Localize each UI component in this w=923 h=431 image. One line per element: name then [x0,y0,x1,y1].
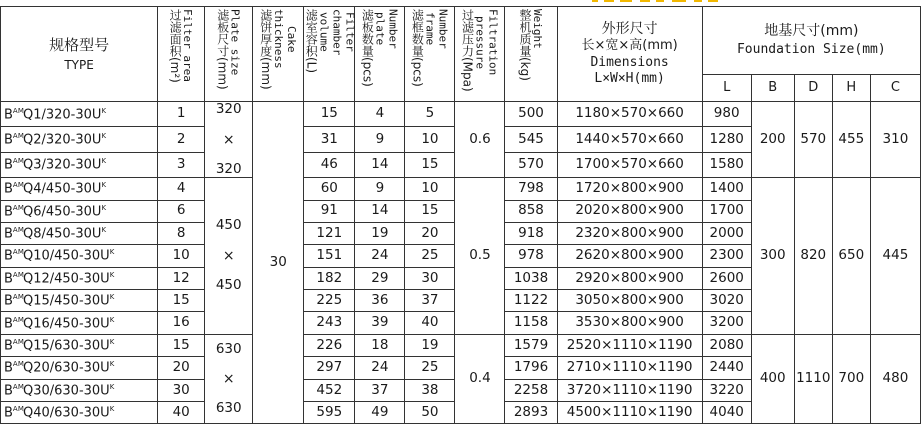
cell-chamber-volume: 297 [304,357,355,379]
header-weight-cn: 整机质量(kg) [518,9,532,81]
top-strip-dash [708,0,718,2]
model-suffix: K [101,157,106,166]
header-model-cn: 规格型号 [49,35,110,54]
cell-dimensions: 2710×1110×1190 [557,357,702,379]
cell-weight: 2893 [505,402,557,424]
cell-foundation-L: 980 [702,102,751,127]
header-filtration-pressure-en: Filtration pressure [473,9,500,76]
cell-weight: 1158 [505,312,557,334]
model-suffix: K [101,131,106,140]
cell-dimensions: 1700×570×660 [557,152,702,177]
header-weight-en: Weight [531,9,544,49]
cell-model [1,222,158,244]
plate-size-times: × [222,371,235,388]
cell-filtration-pressure: 0.6 [455,102,505,178]
cell-weight: 500 [505,102,557,127]
cell-foundation-L: 1280 [702,127,751,152]
cell-foundation-C: 480 [870,334,920,424]
cell-frame-count: 30 [405,267,455,289]
cell-plate-count: 24 [355,357,405,379]
cell-filter-area: 3 [158,152,205,177]
model-suffix: K [109,405,114,414]
cell-model [1,152,158,177]
plate-size-b: 450 [215,277,242,294]
header-dimensions [557,7,702,102]
cell-model [1,200,158,222]
cell-frame-count: 20 [405,222,455,244]
cell-frame-count: 25 [405,245,455,267]
cell-foundation-B: 200 [751,102,794,178]
cell-weight: 1038 [505,267,557,289]
model-prefix: B [4,383,13,398]
cell-weight: 918 [505,222,557,244]
cell-weight: 545 [505,127,557,152]
plate-size-b: 630 [215,400,242,417]
cell-chamber-volume: 151 [304,245,355,267]
model-suffix: K [109,293,114,302]
top-strip-dash [592,0,598,2]
header-frame-count [405,7,455,102]
cell-chamber-volume: 595 [304,402,355,424]
header-weight [505,7,557,102]
plate-size-times: × [222,247,235,264]
cell-model [1,267,158,289]
cell-plate-size [205,334,253,424]
cell-foundation-L: 3220 [702,379,751,401]
model-body: Q3/320-30U [22,157,102,173]
cell-cake-thickness: 30 [253,102,304,424]
cell-plate-size [205,178,253,335]
model-sup: A M [12,225,23,234]
plate-size-times: × [222,131,235,148]
header-chamber-volume-cn: 滤室容积(L) [304,9,319,74]
cell-weight: 1796 [505,357,557,379]
header-cake-thickness-cn: 滤饼厚度(mm) [258,9,273,90]
cell-foundation-H: 650 [832,178,870,335]
model-suffix: K [109,248,114,257]
cell-model [1,357,158,379]
cell-foundation-D: 570 [794,102,832,178]
model-prefix: B [4,203,13,219]
cell-dimensions: 2020×800×900 [557,200,702,222]
model-suffix: K [101,106,106,115]
model-suffix: K [109,337,114,346]
model-sup: A M [12,293,23,302]
cell-chamber-volume: 225 [304,290,355,312]
cell-model [1,402,158,424]
cell-foundation-D: 820 [794,178,832,335]
model-body: Q2/320-30U [22,132,102,148]
cell-filter-area: 6 [158,200,205,222]
cell-chamber-volume: 243 [304,312,355,334]
header-plate-size [205,7,253,102]
model-body: Q10/450-30U [22,248,110,264]
header-foundation-en: Foundation Size(mm) [736,42,886,58]
header-foundation-D: D [794,74,832,101]
model-body: Q12/450-30U [22,271,110,287]
cell-model [1,245,158,267]
model-prefix: B [4,248,13,264]
header-frame-count-en: Number frame [423,9,450,49]
cell-foundation-L: 1400 [702,178,751,200]
model-prefix: B [4,293,13,309]
model-prefix: B [4,181,13,197]
model-sup: A M [12,181,23,190]
cell-chamber-volume: 182 [304,267,355,289]
cell-weight: 1122 [505,290,557,312]
header-model-en: TYPE [64,58,94,73]
header-foundation [702,7,920,75]
cell-filter-area: 40 [158,402,205,424]
header-filtration-pressure-cn: 过滤压力(Mpa) [460,9,475,92]
cell-model [1,178,158,200]
header-filtration-pressure [455,7,505,102]
cell-frame-count: 10 [405,178,455,200]
cell-chamber-volume: 121 [304,222,355,244]
cell-dimensions: 2520×1110×1190 [557,334,702,356]
model-suffix: K [109,382,114,391]
cell-foundation-L: 3200 [702,312,751,334]
model-body: Q20/630-30U [22,360,110,376]
cell-frame-count: 19 [405,334,455,356]
cell-filtration-pressure: 0.4 [455,334,505,424]
spec-table-body [1,102,921,424]
model-body: Q15/630-30U [22,338,110,354]
cell-weight: 798 [505,178,557,200]
header-foundation-L: L [702,74,751,101]
cell-weight: 978 [505,245,557,267]
model-prefix: B [4,157,13,173]
model-body: Q30/630-30U [22,383,110,398]
cell-dimensions: 3050×800×900 [557,290,702,312]
model-body: Q1/320-30U [22,106,102,122]
cell-plate-count: 19 [355,222,405,244]
cell-foundation-L: 3020 [702,290,751,312]
cell-weight: 858 [505,200,557,222]
cell-foundation-H: 700 [832,334,870,424]
cell-plate-count: 49 [355,402,405,424]
table-row [1,178,921,200]
cell-frame-count: 40 [405,312,455,334]
header-dimensions-en1: Dimensions [590,54,669,70]
header-model [1,7,158,102]
cell-plate-count: 37 [355,379,405,401]
cell-dimensions: 3530×800×900 [557,312,702,334]
cell-filter-area: 10 [158,245,205,267]
cell-chamber-volume: 60 [304,178,355,200]
cell-dimensions: 4500×1110×1190 [557,402,702,424]
top-strip-dash [604,0,614,2]
top-strip-dash [620,0,632,2]
model-sup: A M [12,106,23,115]
cell-chamber-volume: 46 [304,152,355,177]
header-foundation-cn: 地基尺寸(mm) [764,22,859,39]
model-prefix: B [4,405,13,421]
cell-foundation-C: 310 [870,102,920,178]
cell-weight: 570 [505,152,557,177]
cell-foundation-L: 4040 [702,402,751,424]
cell-frame-count: 10 [405,127,455,152]
model-body: Q15/450-30U [22,293,110,309]
header-plate-size-en: Plate size [228,9,242,76]
header-foundation-H: H [832,74,870,101]
cell-foundation-B: 400 [751,334,794,424]
header-chamber-volume [304,7,355,102]
cell-model [1,127,158,152]
cell-plate-size [205,102,253,178]
cell-chamber-volume: 91 [304,200,355,222]
cell-foundation-L: 2600 [702,267,751,289]
cell-plate-count: 9 [355,127,405,152]
model-sup: A M [12,382,23,391]
cell-frame-count: 15 [405,152,455,177]
header-dimensions-cn1: 外形尺寸 [601,20,658,37]
top-strip-dash [694,0,702,2]
header-plate-count-cn: 滤板数量(pcs) [360,9,375,87]
model-sup: A M [12,131,23,140]
cell-foundation-L: 2000 [702,222,751,244]
cell-plate-count: 36 [355,290,405,312]
cell-model [1,102,158,127]
header-chamber-volume-en: Filter chamber volume [317,9,357,56]
cell-frame-count: 38 [405,379,455,401]
model-body: Q6/450-30U [22,203,102,219]
cell-dimensions: 2920×800×900 [557,267,702,289]
cell-frame-count: 50 [405,402,455,424]
header-dimensions-cn2: 长×宽×高(mm) [581,38,678,54]
cell-dimensions: 2620×800×900 [557,245,702,267]
plate-size-a: 450 [215,217,242,234]
table-row [1,102,921,127]
model-body: Q40/630-30U [22,405,110,421]
cell-model [1,334,158,356]
cell-model [1,290,158,312]
model-prefix: B [4,106,13,122]
model-suffix: K [109,315,114,324]
model-suffix: K [109,360,114,369]
cell-filter-area: 12 [158,267,205,289]
cell-chamber-volume: 226 [304,334,355,356]
cell-plate-count: 14 [355,200,405,222]
plate-size-a: 630 [215,340,242,357]
cell-filter-area: 1 [158,102,205,127]
cell-dimensions: 1440×570×660 [557,127,702,152]
cell-model [1,379,158,401]
model-body: Q8/450-30U [22,226,102,242]
filter-press-spec-table [0,6,921,424]
cell-dimensions: 3720×1110×1190 [557,379,702,401]
header-plate-count-en: Number plate [373,9,400,49]
header-dimensions-en2: L×W×H(mm) [594,70,665,86]
header-filter-area [158,7,205,102]
model-prefix: B [4,271,13,287]
cell-chamber-volume: 15 [304,102,355,127]
cell-weight: 2258 [505,379,557,401]
cell-foundation-L: 1700 [702,200,751,222]
model-sup: A M [12,203,23,212]
cell-frame-count: 5 [405,102,455,127]
cell-filter-area: 4 [158,178,205,200]
cell-frame-count: 25 [405,357,455,379]
header-cake-thickness [253,7,304,102]
cell-foundation-L: 2080 [702,334,751,356]
plate-size-b: 320 [215,160,242,177]
model-suffix: K [109,270,114,279]
cell-plate-count: 18 [355,334,405,356]
cell-dimensions: 2320×800×900 [557,222,702,244]
model-sup: A M [12,360,23,369]
cell-model [1,312,158,334]
cell-weight: 1579 [505,334,557,356]
header-plate-count [355,7,405,102]
cell-filter-area: 20 [158,357,205,379]
header-plate-size-cn: 滤板尺寸(mm) [215,9,230,90]
cell-plate-count: 24 [355,245,405,267]
model-sup: A M [12,405,23,414]
top-strip-dash [640,0,650,2]
model-prefix: B [4,315,13,331]
cell-plate-count: 29 [355,267,405,289]
top-decoration-strip [0,0,923,5]
header-foundation-B: B [751,74,794,101]
cell-filter-area: 8 [158,222,205,244]
top-strip-dash [672,0,686,2]
model-suffix: K [101,181,106,190]
model-prefix: B [4,360,13,376]
cell-foundation-L: 1580 [702,152,751,177]
cell-filter-area: 15 [158,334,205,356]
model-prefix: B [4,338,13,354]
header-filter-area-en: Filter area [181,9,195,82]
cell-filter-area: 16 [158,312,205,334]
model-sup: A M [12,337,23,346]
cell-dimensions: 1720×800×900 [557,178,702,200]
cell-plate-count: 9 [355,178,405,200]
model-body: Q16/450-30U [22,315,110,331]
header-foundation-C: C [870,74,920,101]
model-prefix: B [4,132,13,148]
model-sup: A M [12,270,23,279]
model-sup: A M [12,157,23,166]
model-sup: A M [12,248,23,257]
model-suffix: K [101,203,106,212]
header-frame-count-cn: 滤框数量(pcs) [410,9,425,87]
cell-frame-count: 37 [405,290,455,312]
model-body: Q4/450-30U [22,181,102,197]
cell-foundation-L: 2300 [702,245,751,267]
cell-dimensions: 1180×570×660 [557,102,702,127]
model-prefix: B [4,226,13,242]
model-sup: A M [12,315,23,324]
cell-frame-count: 15 [405,200,455,222]
cell-foundation-C: 445 [870,178,920,335]
cell-foundation-D: 1110 [794,334,832,424]
cell-filter-area: 2 [158,127,205,152]
cell-filtration-pressure: 0.5 [455,178,505,335]
model-suffix: K [101,225,106,234]
table-row [1,334,921,356]
cell-filter-area: 30 [158,379,205,401]
cell-filter-area: 15 [158,290,205,312]
cell-foundation-H: 455 [832,102,870,178]
plate-size-a: 320 [215,101,242,117]
header-cake-thickness-en: Cake thickness [271,9,298,69]
cell-plate-count: 39 [355,312,405,334]
cell-chamber-volume: 31 [304,127,355,152]
cell-plate-count: 4 [355,102,405,127]
cell-foundation-L: 2440 [702,357,751,379]
cell-chamber-volume: 452 [304,379,355,401]
top-strip-dash [656,0,664,2]
header-filter-area-cn: 过滤面积(m²) [168,9,183,83]
cell-foundation-B: 300 [751,178,794,335]
cell-plate-count: 14 [355,152,405,177]
